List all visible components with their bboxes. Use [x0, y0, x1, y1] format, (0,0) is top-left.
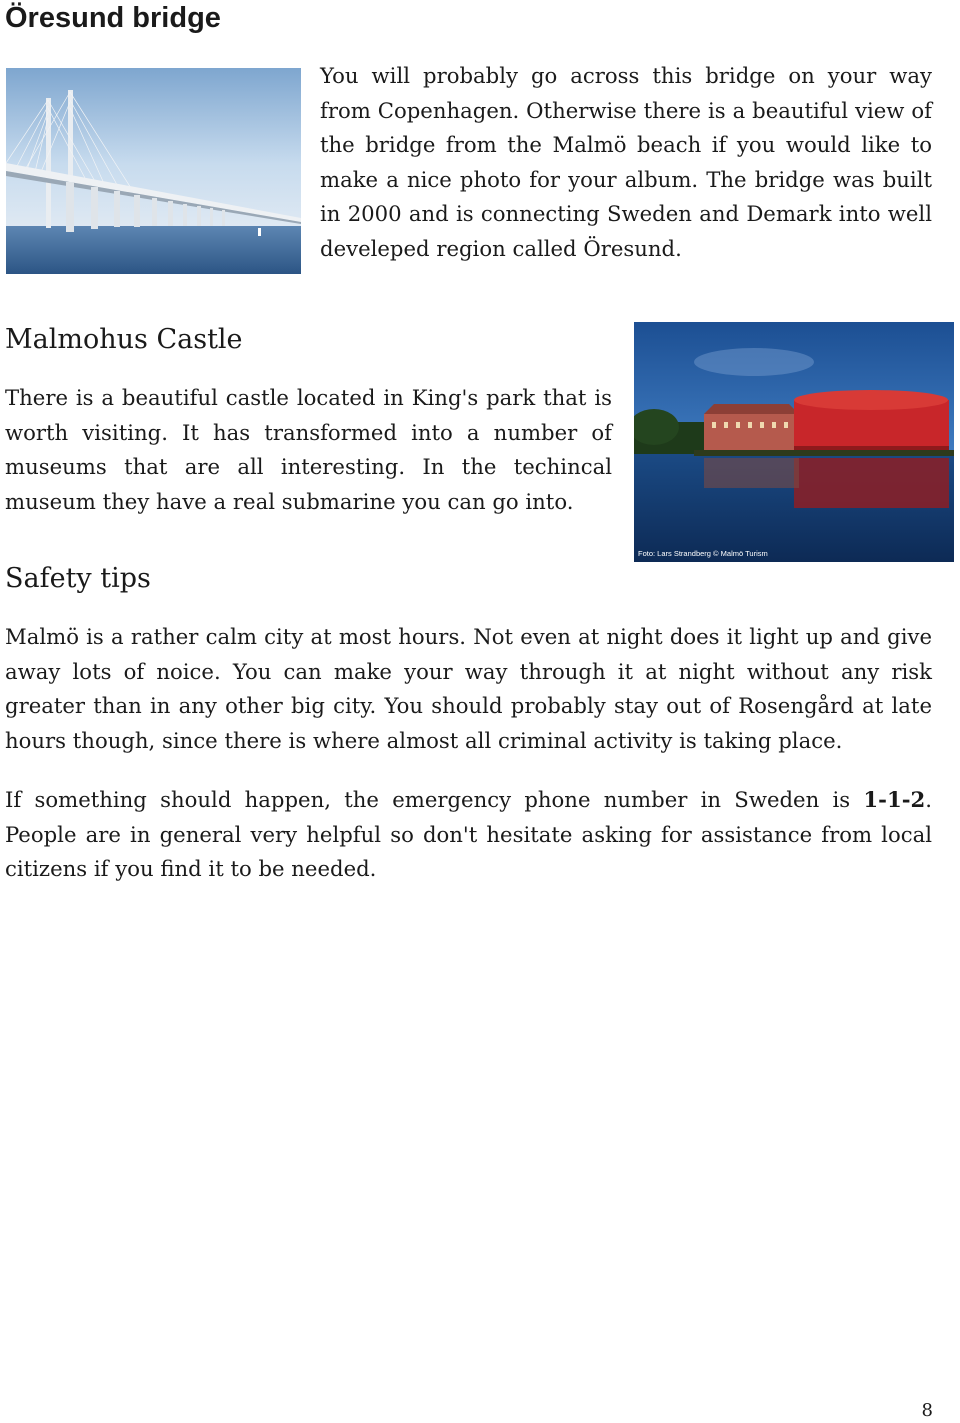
safety-paragraph-2: [5, 783, 932, 887]
page-number: 8: [921, 1400, 933, 1421]
emergency-text-before: If something should happen, the emergency phone number in Sweden is: [5, 787, 864, 812]
emergency-number: 1-1-2: [863, 787, 926, 812]
castle-description: There is a beautiful castle located in King's park that is worth visiting. It has transformed into a number of museums that are all interesting. In the techincal museum they have a real submarine you can go into.: [5, 385, 612, 514]
bridge-description: [320, 59, 932, 267]
section-title-safety: Safety tips: [5, 563, 151, 594]
safety-paragraph-1: Malmö is a rather calm city at most hours. Not even at night does it light up and give away lots of noice. You can make your way through it at night without any risk greater than in any other big city. You should probably stay out of Rosengård at late hours though, since there is where almost all criminal activity is taking place.: [5, 624, 932, 753]
bridge-photo: [6, 68, 301, 274]
section-title-bridge: Öresund bridge: [5, 2, 221, 34]
section-title-castle: Malmohus Castle: [5, 324, 243, 355]
castle-photo: [634, 322, 954, 562]
bridge-text: You will probably go across this bridge on your way from Copenhagen. Otherwise there is a beautiful view of the bridge from the Malmö beach if you would like to make a nice photo for your album. The bridge was built in 2000 and is connecting Sweden and Demark into well develeped region called Öresund.: [320, 63, 932, 261]
emergency-text-after: . People are in general very helpful so don't hesitate asking for assistance from local citizens if you find it to be needed.: [5, 787, 932, 882]
photo-credit: Foto: Lars Strandberg © Malmö Turism: [638, 549, 768, 558]
